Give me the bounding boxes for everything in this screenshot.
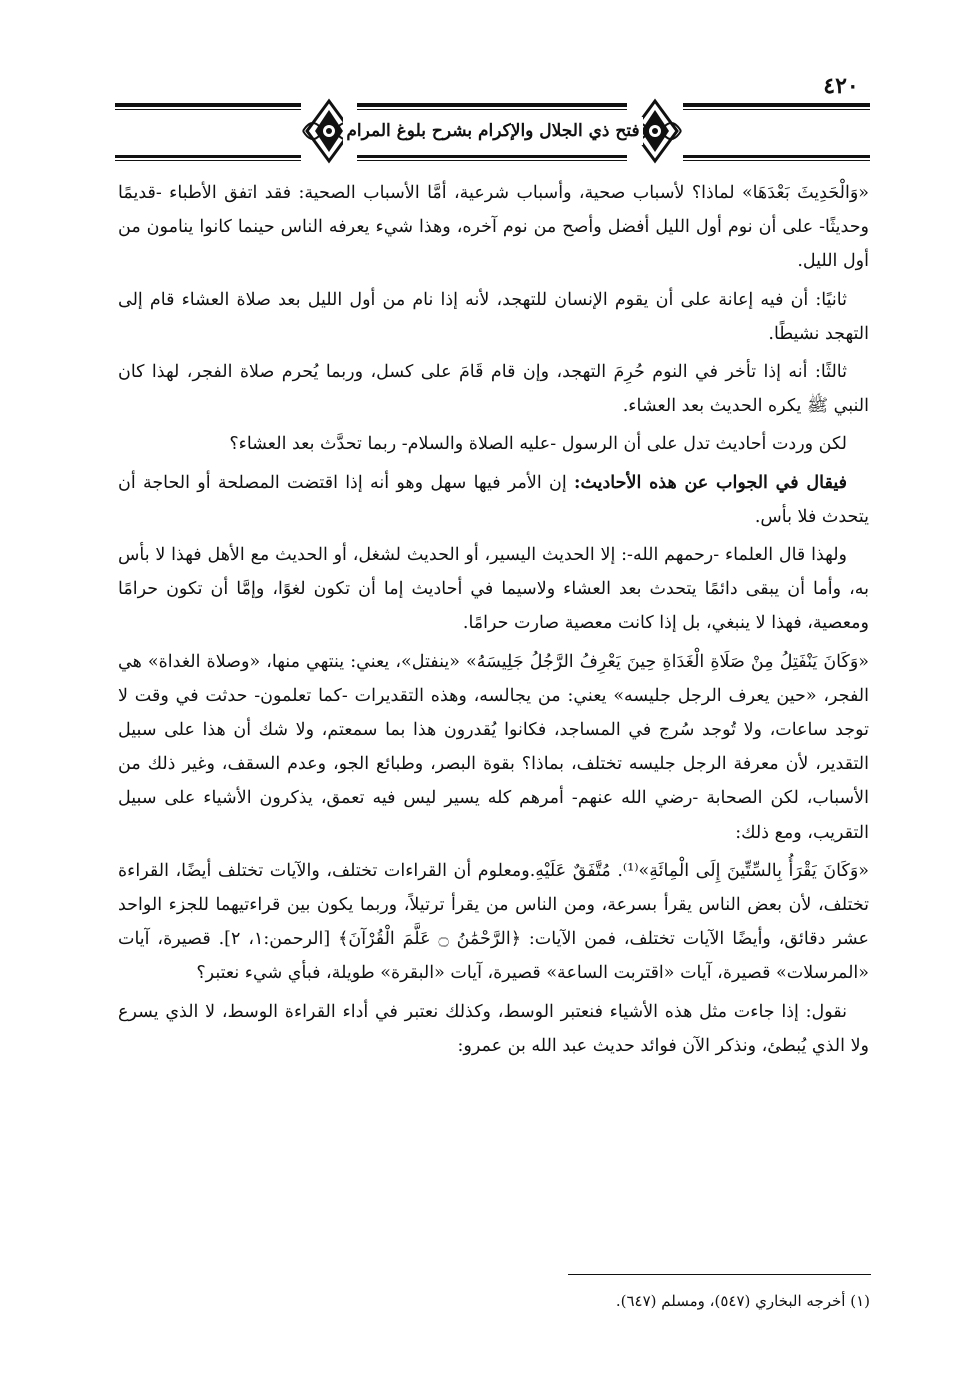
main-text: [118, 176, 869, 1067]
paragraph-3: ثالثًا: أنه إذا تأخر في النوم حُرِمَ التهجد، وإن قام قَامَ على كسل، وربما يُحرم صلاة الفجر، لهذا كان النبي ﷺ يكره الحديث بعد العشاء.: [118, 362, 869, 417]
paragraph-1: «وَالْحَدِيثَ بَعْدَهَا» لماذا؟ لأسباب صحية، وأسباب شرعية، أمَّا الأسباب الصحية: فقد اتفق الأطباء -قديمًا وحديثًا- على أن نوم أول الليل أفضل وأصح من نوم آخره، وهذا شيء يعرفه الناس حينما كانوا ينامون من أول الليل.: [118, 183, 869, 272]
page-header: [115, 73, 870, 165]
paragraph-4: لكن وردت أحاديث تدل على أن الرسول -عليه الصلاة والسلام- ربما تحدَّث بعد العشاء؟: [229, 434, 847, 455]
answer-rest: إن الأمر فيها سهل وهو أنه إذا اقتضت المصلحة أو الحاجة أن يتحدث فلا بأس.: [118, 472, 869, 527]
header-rule-bottom-thin: [115, 160, 870, 161]
page-number: ٤٢٠: [823, 73, 859, 99]
header-rule-top-thin: [115, 109, 870, 110]
paragraph-5: ولهذا قال العلماء -رحمهم الله-: إلا الحديث اليسير، أو الحديث لشغل، أو الحديث مع الأهل فهذا لا بأس به، وأما أن يبقى دائمًا يتحدث بعد العشاء ولاسيما في أحاديث إما أن تكون لغوًا، وإمَّا أن تكون حرامًا ومعصية، فهذا لا ينبغي، بل إذا كانت معصية صارت حرامًا.: [118, 545, 869, 634]
header-rule-top: [115, 103, 870, 107]
footnote: (١) أخرجه البخاري (٥٤٧)، ومسلم (٦٤٧).: [615, 1292, 870, 1310]
answer-lead: فيقال في الجواب عن هذه الأحاديث:: [574, 472, 847, 493]
paragraph-8: نقول: إذا جاءت مثل هذه الأشياء فنعتبر الوسط، وكذلك نعتبر في أداء القراءة الوسط، لا الذي يسرع ولا الذي يُبطئ، ونذكر الآن فوائد حديث عبد الله بن عمرو:: [118, 1001, 869, 1056]
paragraph-2: ثانيًا: أن فيه إعانة على أن يقوم الإنسان للتهجد، لأنه إذا نام من أول الليل بعد صلاة العشاء قام إلى التهجد نشيطًا.: [118, 289, 869, 344]
paragraph-7: «وَكَانَ يَقْرَأُ بِالسِّتِّينَ إِلَى الْمِائَةِ»⁽¹⁾. مُتَّفَقٌ عَلَيْهِ.ومعلوم أن القراءات تختلف، والآيات تختلف أيضًا، القراءة تختلف، لأن بعض الناس يقرأ بسرعة، ومن الناس من يقرأ ترتيلاً، وربما يكون بين قراءتيهما للجزء الواحد عشر دقائق، وأيضًا الآيات تختلف، فمن الآيات: ﴿الرَّحْمَٰنُ ۝ عَلَّمَ الْقُرْآنَ﴾ [الرحمن:١، ٢]. قصيرة، آيات «المرسلات» قصيرة، آيات «اقتربت الساعة» قصيرة، آيات «البقرة» طويلة، فبأي شيء نعتبر؟: [118, 860, 869, 984]
header-rule-bottom: [115, 155, 870, 158]
paragraph-6: «وَكَانَ يَنْفَتِلُ مِنْ صَلَاةِ الْغَدَاةِ حِينَ يَعْرِفُ الرَّجُلُ جَلِيسَهُ» «ينفتل»، يعني: ينتهي منها، «وصلاة الغداة» هي الفجر، «حين يعرف الرجل جليسه» يعني: من يجالسه، وهذه التقديرات -كما تعلمون- حدثت في وقت لا توجد ساعات، ولا تُوجد سُرج في المساجد، فكانوا يُقدرون هذا بما سمعتم، ولا شك أن هذا على سبيل التقدير، لأن معرفة الرجل جليسه تختلف، بماذا؟ بقوة البصر، وطبائع الجو، وعدم السقف، وغير ذلك من الأسباب، لكن الصحابة -رضي الله عنهم- أمرهم كله يسير ليس فيه تعمق، يذكرون الأشياء على سبيل التقريب، ومع ذلك:: [118, 651, 869, 843]
book-title: فتح ذي الجلال والإكرام بشرح بلوغ المرام: [343, 117, 643, 145]
footnote-divider: [568, 1274, 871, 1275]
paragraph-answer: [118, 466, 869, 534]
